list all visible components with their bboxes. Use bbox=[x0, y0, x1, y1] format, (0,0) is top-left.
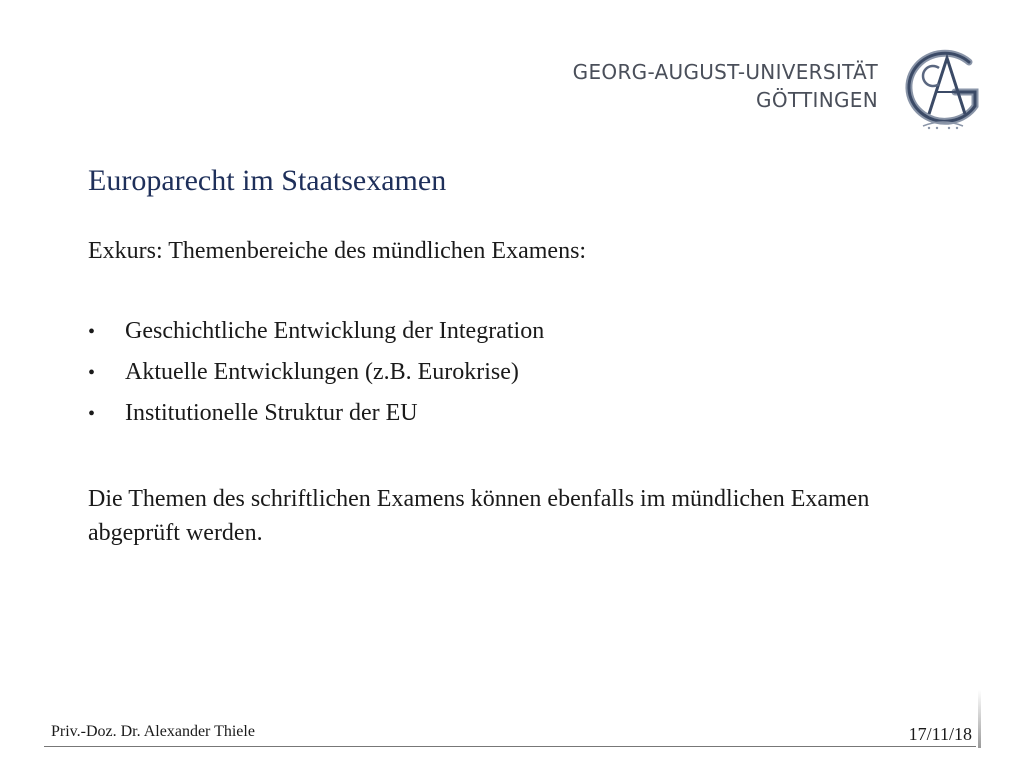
bullet-icon: • bbox=[88, 321, 96, 343]
body-paragraph: Die Themen des schriftlichen Examens können ebenfalls im mündlichen Examen abgeprüft werden. bbox=[88, 486, 870, 546]
footer-vertical-divider bbox=[978, 690, 981, 748]
list-item bbox=[88, 400, 544, 441]
list-item bbox=[88, 359, 544, 400]
list-item bbox=[88, 318, 544, 359]
slide-title: Europarecht im Staatsexamen bbox=[88, 164, 447, 197]
bullet-text: Aktuelle Entwicklungen (z.B. Eurokrise) bbox=[125, 359, 519, 385]
university-name-line1: GEORG-AUGUST-UNIVERSITÄT bbox=[572, 60, 878, 84]
bullet-list bbox=[88, 318, 544, 441]
university-seal-icon bbox=[895, 48, 991, 134]
intro-text: Exkurs: Themenbereiche des mündlichen Examens: bbox=[88, 238, 587, 264]
bullet-text: Institutionelle Struktur der EU bbox=[125, 400, 418, 426]
bullet-text: Geschichtliche Entwicklung der Integration bbox=[125, 318, 545, 344]
university-name-line2: GÖTTINGEN bbox=[756, 88, 878, 112]
bullet-icon: • bbox=[88, 362, 96, 384]
footer-divider bbox=[44, 746, 976, 747]
bullet-icon: • bbox=[88, 403, 96, 425]
footer-date: 17/11/18 bbox=[908, 724, 972, 744]
footer-author: Priv.-Doz. Dr. Alexander Thiele bbox=[51, 723, 255, 740]
